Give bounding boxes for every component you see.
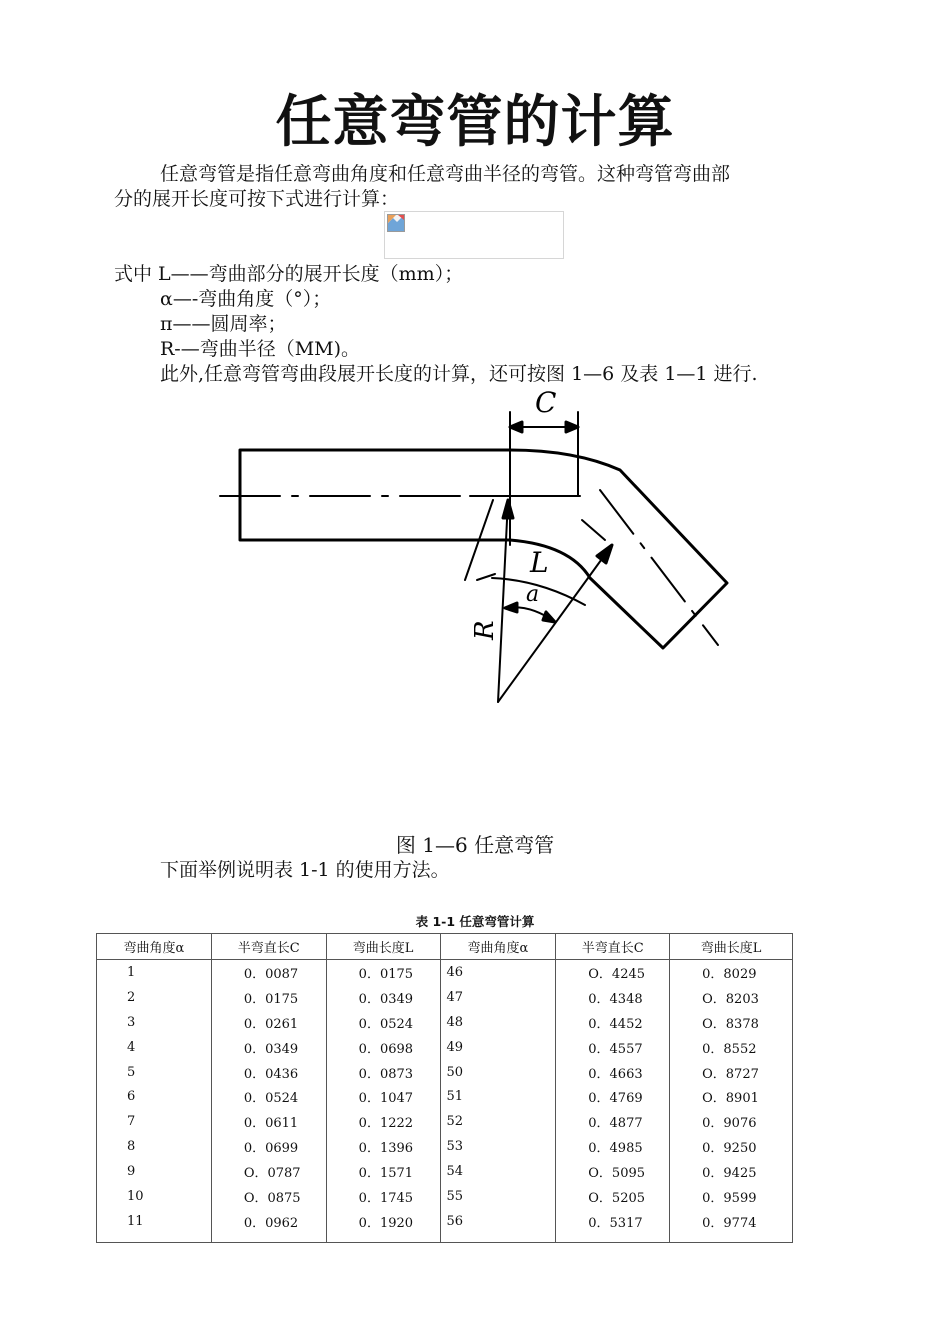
def-r: R-—弯曲半径（MM)。 — [160, 338, 361, 360]
table-cell: 0．0349 — [326, 985, 440, 1010]
table-cell: 54 — [440, 1159, 556, 1184]
table-cell: 51 — [440, 1084, 556, 1109]
header-l-2: 弯曲长度L — [670, 934, 793, 960]
pipe-outline — [240, 450, 727, 648]
table-cell: 0．0436 — [211, 1060, 326, 1085]
table-cell: 0．0175 — [326, 960, 440, 985]
table-cell: 0．0524 — [326, 1010, 440, 1035]
radius-line-1 — [498, 500, 508, 702]
table-cell: 0．1920 — [326, 1209, 440, 1242]
table-cell: 0．0524 — [211, 1084, 326, 1109]
table-cell: 0．1047 — [326, 1084, 440, 1109]
header-angle-2: 弯曲角度α — [440, 934, 556, 960]
table-cell: 10 — [97, 1184, 212, 1209]
broken-image-icon — [387, 214, 405, 232]
table-cell: 0．9076 — [670, 1109, 793, 1134]
table-cell: 0．0611 — [211, 1109, 326, 1134]
table-row — [97, 1010, 793, 1035]
table-cell: 0．5317 — [556, 1209, 670, 1242]
table-caption: 表 1-1 任意弯管计算 — [415, 914, 535, 929]
def-alpha: α—-弯曲角度（°）； — [160, 288, 332, 310]
table-row — [97, 1060, 793, 1085]
table-cell: 2 — [97, 985, 212, 1010]
header-angle-1: 弯曲角度α — [97, 934, 212, 960]
table-cell: 0．0873 — [326, 1060, 440, 1085]
table-row — [97, 985, 793, 1010]
table-row — [97, 1184, 793, 1209]
intro-line-2: 分的展开长度可按下式进行计算： — [114, 188, 400, 210]
table-cell: 48 — [440, 1010, 556, 1035]
table-cell: 0．9599 — [670, 1184, 793, 1209]
table-cell: 0．4348 — [556, 985, 670, 1010]
def-l: 式中 L——弯曲部分的展开长度（mm）； — [114, 263, 464, 285]
table-cell: 1 — [97, 960, 212, 985]
table-cell: 0．0699 — [211, 1134, 326, 1159]
table-cell: 53 — [440, 1134, 556, 1159]
table-cell: 47 — [440, 985, 556, 1010]
table-cell: 0．4985 — [556, 1134, 670, 1159]
table-cell: 0．1222 — [326, 1109, 440, 1134]
table-cell: O．5095 — [556, 1159, 670, 1184]
label-r: R — [470, 620, 500, 640]
table-cell: 0．4877 — [556, 1109, 670, 1134]
table-cell: 0．8552 — [670, 1035, 793, 1060]
table-cell: 0．9250 — [670, 1134, 793, 1159]
table-cell: 0．0261 — [211, 1010, 326, 1035]
table-cell: 46 — [440, 960, 556, 985]
usage-text: 下面举例说明表 1-1 的使用方法。 — [160, 859, 450, 881]
table-cell: 7 — [97, 1109, 212, 1134]
table-cell: O．5205 — [556, 1184, 670, 1209]
table-cell: O．0875 — [211, 1184, 326, 1209]
table-cell: 0．0962 — [211, 1209, 326, 1242]
table-cell: 0．0087 — [211, 960, 326, 985]
table-cell: 0．9425 — [670, 1159, 793, 1184]
bend-pipe-figure — [205, 380, 765, 720]
table-cell: O．8203 — [670, 985, 793, 1010]
table-cell: O．8901 — [670, 1084, 793, 1109]
table-cell: 49 — [440, 1035, 556, 1060]
figure-caption: 图 1—6 任意弯管 — [395, 833, 555, 857]
header-c-2: 半弯直长C — [556, 934, 670, 960]
formula-image-placeholder — [384, 211, 564, 259]
table-header-row — [97, 934, 793, 960]
header-l-1: 弯曲长度L — [326, 934, 440, 960]
table-cell: O．4245 — [556, 960, 670, 985]
bend-table — [96, 933, 793, 1243]
table-cell: 0．4769 — [556, 1084, 670, 1109]
table-cell: 0．1571 — [326, 1159, 440, 1184]
table-row — [97, 1159, 793, 1184]
table-row — [97, 1035, 793, 1060]
table-cell: 9 — [97, 1159, 212, 1184]
table-cell: O．8378 — [670, 1010, 793, 1035]
label-a: a — [526, 582, 540, 607]
intro-line-1: 任意弯管是指任意弯曲角度和任意弯曲半径的弯管。这种弯管弯曲部 — [160, 163, 731, 185]
table-cell: 8 — [97, 1134, 212, 1159]
table-cell: 0．0698 — [326, 1035, 440, 1060]
table-body — [97, 960, 793, 1243]
header-c-1: 半弯直长C — [211, 934, 326, 960]
def-pi: π——圆周率； — [160, 313, 287, 335]
table-cell: 5 — [97, 1060, 212, 1085]
table-row — [97, 1084, 793, 1109]
table-cell: 56 — [440, 1209, 556, 1242]
table-cell: 0．1745 — [326, 1184, 440, 1209]
table-cell: 4 — [97, 1035, 212, 1060]
table-cell: 6 — [97, 1084, 212, 1109]
table-row — [97, 1209, 793, 1242]
table-cell: 0．8029 — [670, 960, 793, 985]
table-cell: 0．9774 — [670, 1209, 793, 1242]
table-cell: O．0787 — [211, 1159, 326, 1184]
table-cell: 0．4663 — [556, 1060, 670, 1085]
table-cell: 0．0175 — [211, 985, 326, 1010]
table-cell: 0．4557 — [556, 1035, 670, 1060]
table-cell: O．8727 — [670, 1060, 793, 1085]
table-cell: 0．1396 — [326, 1134, 440, 1159]
table-cell: 55 — [440, 1184, 556, 1209]
label-c: C — [535, 386, 557, 419]
table-cell: 11 — [97, 1209, 212, 1242]
table-cell: 50 — [440, 1060, 556, 1085]
def-also: 此外,任意弯管弯曲段展开长度的计算，还可按图 1—6 及表 1—1 进行. — [160, 363, 758, 385]
table-row — [97, 1109, 793, 1134]
label-l: L — [530, 546, 549, 579]
page-title: 任意弯管的计算 — [275, 90, 675, 155]
table-row — [97, 960, 793, 985]
table-cell: 52 — [440, 1109, 556, 1134]
table-cell: 0．0349 — [211, 1035, 326, 1060]
table-row — [97, 1134, 793, 1159]
table-cell: 3 — [97, 1010, 212, 1035]
table-cell: 0．4452 — [556, 1010, 670, 1035]
